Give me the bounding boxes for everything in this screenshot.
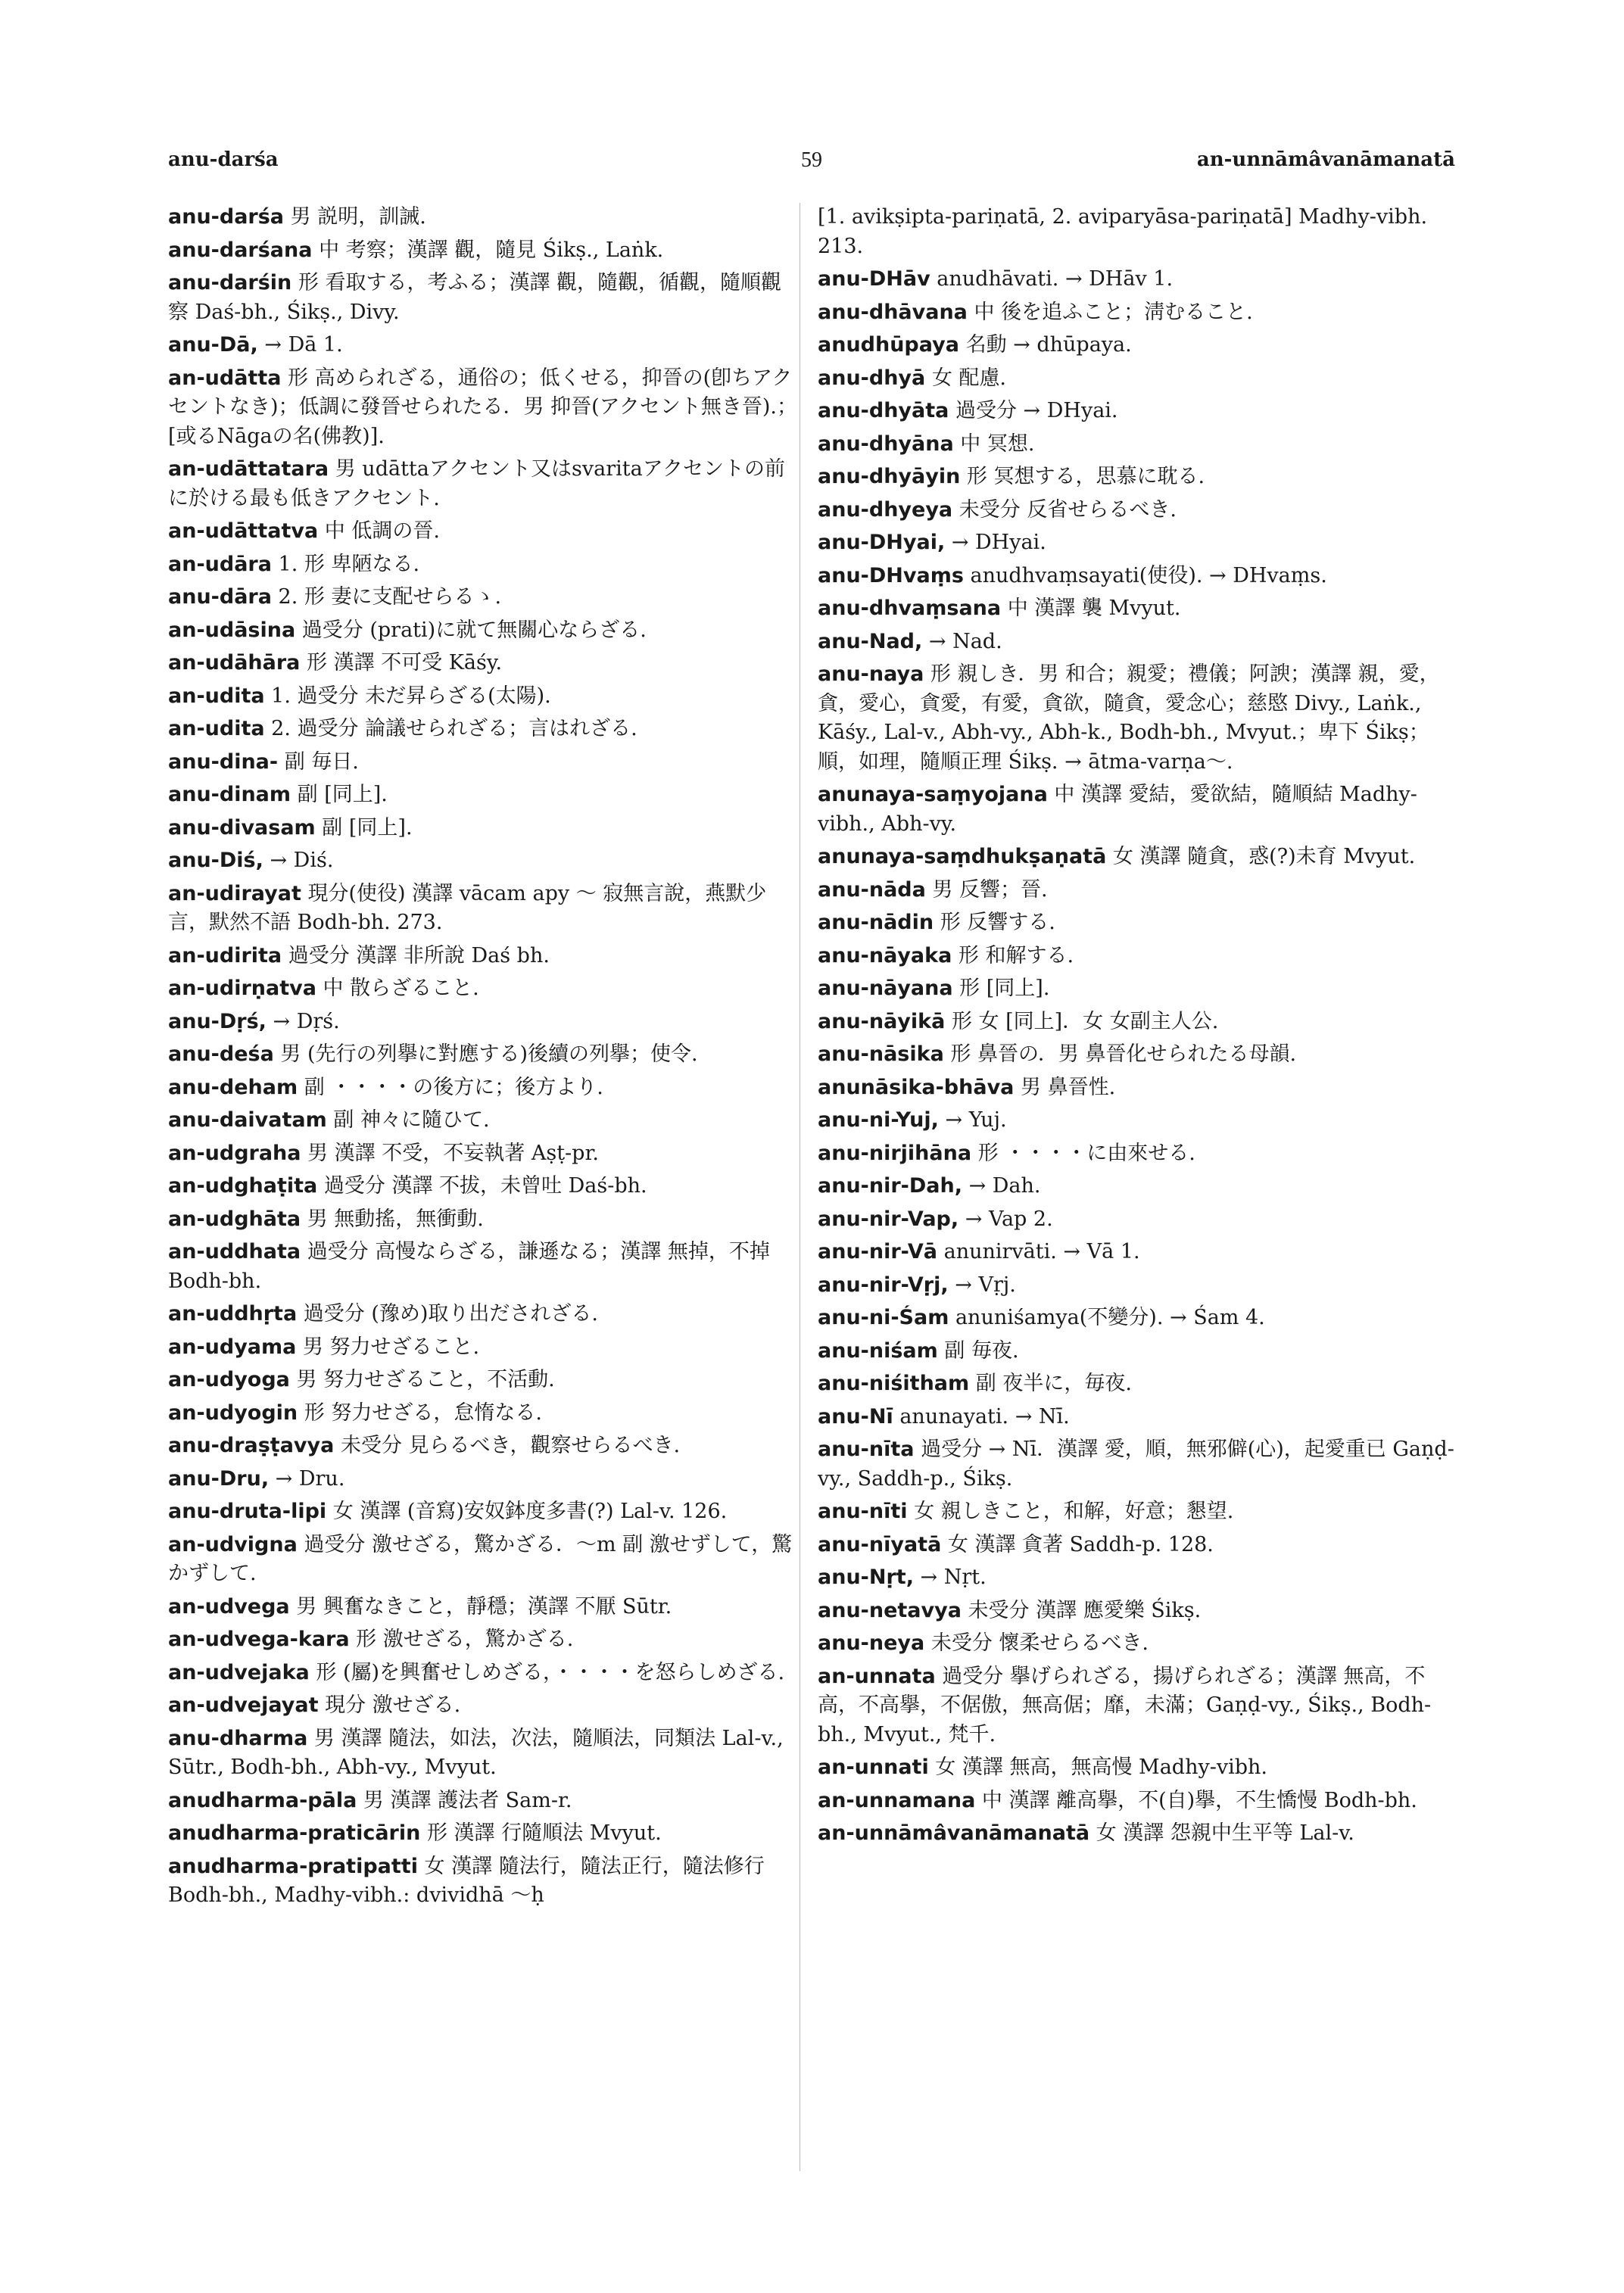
definition: 男 努力せざること，不活動. <box>296 1368 555 1391</box>
headword: an-unnamana <box>818 1788 976 1812</box>
headword: anu-neya <box>818 1631 925 1655</box>
definition: 男 反響；晉. <box>932 877 1048 902</box>
dictionary-entry <box>168 1073 798 1103</box>
headword: anu-nirjihāna <box>818 1141 972 1165</box>
dictionary-entry <box>168 1399 798 1428</box>
definition: 形 女 [同上]．女 女副主人公. <box>951 1009 1219 1033</box>
definition: 1. 過受分 未だ昇らざる(太陽). <box>271 684 551 708</box>
definition: 過受分 → Nī．漢譯 愛，順，無邪僻(心)，起愛重已 Gaṇḍ-vy., Saddh-p., Śikṣ. <box>818 1438 1454 1491</box>
definition: 女 漢譯 貪著 Saddh-p. 128. <box>947 1532 1214 1556</box>
dictionary-entry <box>818 1205 1455 1235</box>
dictionary-entry <box>168 236 798 266</box>
dictionary-entry <box>168 1333 798 1363</box>
definition: [1. avikṣipta-pariṇatā, 2. aviparyāsa-pariṇatā] Madhy-vibh. 213. <box>818 205 1428 258</box>
dictionary-entry <box>168 682 798 712</box>
definition: 形 鼻晉の．男 鼻晉化せられたる母韻. <box>950 1042 1297 1066</box>
headword: anu-dhyāta <box>818 399 949 422</box>
dictionary-entry <box>818 1139 1455 1169</box>
definition: 中 漢譯 襲 Mvyut. <box>1007 597 1181 620</box>
definition: 副 神々に隨ひて. <box>333 1108 490 1132</box>
headword: anu-nāda <box>818 877 926 902</box>
definition: → Dā 1. <box>264 333 343 357</box>
definition: → Nad. <box>928 629 1002 653</box>
headword: an-udita <box>168 684 265 708</box>
headword: an-udita <box>168 717 265 740</box>
definition: 女 配慮. <box>931 366 1007 390</box>
headword: anu-nir-Vap, <box>818 1207 959 1231</box>
dictionary-entry <box>168 517 798 547</box>
headword: an-udirṇatva <box>168 977 316 1000</box>
dictionary-entry <box>168 364 798 452</box>
dictionary-entry <box>168 1852 798 1911</box>
definition: → Vṛj. <box>955 1273 1016 1297</box>
dictionary-entry <box>818 1435 1455 1494</box>
definition: 未受分 見らるべき，觀察せらるべき. <box>340 1434 681 1457</box>
definition: 形 冥想する，思慕に耽る. <box>966 465 1205 488</box>
headword: an-udvega <box>168 1594 290 1618</box>
definition: anudhāvati. → DHāv 1. <box>937 267 1174 291</box>
definition: 過受分 (豫め)取り出だされざる. <box>303 1302 599 1326</box>
dictionary-entry <box>818 1304 1455 1333</box>
headword: an-udāttatara <box>168 457 329 481</box>
dictionary-entry <box>168 550 798 580</box>
definition: 未受分 漢譯 應愛樂 Śikṣ. <box>968 1598 1202 1622</box>
headword: an-udātta <box>168 366 282 390</box>
left-column <box>168 203 798 1914</box>
dictionary-entry <box>168 1497 798 1527</box>
headword: anu-daivatam <box>168 1108 327 1132</box>
headword: an-udāttatva <box>168 519 319 543</box>
dictionary-entry <box>168 942 798 971</box>
headword: an-uddhata <box>168 1240 301 1263</box>
header-right-guideword: an-unnāmâvanāmanatā <box>1196 148 1455 171</box>
dictionary-entry <box>168 748 798 777</box>
headword: anu-dina- <box>168 749 279 774</box>
dictionary-entry <box>168 1106 798 1136</box>
headword: anu-naya <box>818 662 924 686</box>
dictionary-entry <box>818 1040 1455 1070</box>
headword: an-udyoga <box>168 1368 290 1391</box>
headword: an-unnata <box>818 1664 936 1688</box>
headword: anu-darśana <box>168 238 313 262</box>
definition: 現分 激せざる. <box>325 1693 461 1717</box>
dictionary-entry <box>168 583 798 612</box>
headword: an-udghāta <box>168 1207 301 1231</box>
dictionary-entry <box>168 1625 798 1655</box>
dictionary-entry <box>168 616 798 646</box>
dictionary-entry <box>818 1753 1455 1783</box>
definition: 形 (屬)を興奮せしめざる，・・・・を怒らしめざる. <box>316 1660 785 1684</box>
definition: 女 親しきこと，和解，好意；懇望. <box>914 1500 1234 1523</box>
headword: anu-DHāv <box>818 267 930 291</box>
headword: an-udvejaka <box>168 1660 310 1684</box>
definition: 副 ・・・・の後方に；後方より. <box>304 1075 603 1099</box>
dictionary-entry <box>168 455 798 513</box>
headword: anu-Diś, <box>168 849 263 872</box>
definition: 男 漢譯 隨法，如法，次法，隨順法，同類法 Lal-v., Sūtr., Bodh-bh., Abh-vy., Mvyut. <box>168 1726 784 1779</box>
headword: an-udāra <box>168 552 272 576</box>
headword: anu-nir-Vā <box>818 1240 938 1263</box>
definition: 形 [同上]. <box>959 977 1050 1000</box>
definition: 副 毎日. <box>284 749 359 774</box>
definition: 形 看取する，考ふる；漢譯 觀，隨觀，循觀，隨順觀察 Daś-bh., Śikṣ., Divy. <box>168 271 782 324</box>
dictionary-entry <box>168 1691 798 1721</box>
headword: an-unnāmâvanāmanatā <box>818 1821 1090 1845</box>
dictionary-entry <box>168 331 798 360</box>
headword: anu-DHvaṃs <box>818 563 964 587</box>
definition: 中 考察；漢譯 觀，隨見 Śikṣ., Laṅk. <box>319 238 664 262</box>
definition: 形 努力せざる，怠惰なる. <box>304 1400 542 1425</box>
dictionary-entry <box>168 1659 798 1688</box>
headword: an-uddhṛta <box>168 1302 298 1326</box>
dictionary-entry <box>818 1662 1455 1750</box>
dictionary-entry <box>818 1172 1455 1201</box>
headword: anu-dhyāna <box>818 431 954 456</box>
definition: 中 漢譯 愛結，愛欲結，隨順結 Madhy-vibh., Abh-vy. <box>818 783 1417 836</box>
definition: 形 漢譯 不可受 Kāśy. <box>307 651 503 675</box>
dictionary-entry <box>818 265 1455 294</box>
headword: anu-Nī <box>818 1404 893 1428</box>
dictionary-entry <box>818 974 1455 1004</box>
dictionary-entry <box>818 397 1455 426</box>
headword: anu-Dṛś, <box>168 1009 267 1033</box>
dictionary-entry <box>818 1369 1455 1399</box>
dictionary-entry <box>168 269 798 327</box>
headword: anunaya-saṃyojana <box>818 783 1048 806</box>
dictionary-entry <box>168 1172 798 1201</box>
headword: an-udghaṭita <box>168 1174 318 1198</box>
dictionary-entry <box>818 1008 1455 1037</box>
definition: → Vap 2. <box>965 1207 1053 1231</box>
dictionary-entry <box>818 1531 1455 1560</box>
definition: → Dru. <box>275 1466 345 1491</box>
running-head <box>168 148 1455 179</box>
dictionary-entry <box>168 1238 798 1296</box>
dictionary-entry <box>168 1300 798 1329</box>
dictionary-entry <box>168 1432 798 1461</box>
definition: → Dah. <box>968 1174 1041 1198</box>
dictionary-entry <box>168 1819 798 1849</box>
definition: 形 高められざる，通俗の；低くせる，抑晉の(卽ちアクセントなき)；低調に發晉せられたる．男 抑晉(アクセント無き晉).；[或るNāgaの名(佛教)]. <box>168 366 797 448</box>
definition: 形 反響する. <box>940 911 1055 934</box>
dictionary-entry <box>818 876 1455 905</box>
dictionary-entry <box>818 364 1455 394</box>
headword: anu-darśin <box>168 271 292 294</box>
dictionary-entry <box>818 1106 1455 1136</box>
definition: 1. 形 卑陋なる. <box>278 552 420 576</box>
definition: anuniśamya(不變分). → Śam 4. <box>955 1306 1265 1329</box>
dictionary-entry <box>168 846 798 876</box>
dictionary-entry <box>168 1465 798 1494</box>
dictionary-entry <box>168 780 798 810</box>
headword: anu-Nṛt, <box>818 1566 914 1589</box>
dictionary-entry <box>818 660 1455 777</box>
dictionary-entry <box>818 942 1455 971</box>
headword: an-udvigna <box>168 1532 298 1556</box>
headword: anu-ni-Yuj, <box>818 1108 939 1132</box>
headword: anu-draṣṭavya <box>168 1434 335 1457</box>
definition: 2. 形 妻に支配せらるゝ. <box>278 585 502 609</box>
dictionary-entry <box>818 594 1455 624</box>
dictionary-entry <box>168 1008 798 1037</box>
definition: 過受分 → DHyai. <box>955 399 1118 422</box>
dictionary-entry <box>818 331 1455 360</box>
dictionary-entry <box>168 1787 798 1816</box>
definition: 副 夜半に，毎夜. <box>975 1372 1132 1395</box>
definition: 女 漢譯 隨法行，隨法正行，隨法修行 Bodh-bh., Madhy-vibh.: dvividhā ～ḥ <box>168 1854 765 1907</box>
definition: 男 漢譯 護法者 Sam-r. <box>363 1788 572 1812</box>
definition: anunayati. → Nī. <box>899 1404 1070 1428</box>
dictionary-entry <box>818 1238 1455 1267</box>
dictionary-entry <box>168 203 798 232</box>
definition: 名動 → dhūpaya. <box>965 333 1132 357</box>
header-left-guideword: anu-darśa <box>168 148 279 171</box>
definition: 男 漢譯 不受，不妄執著 Aṣṭ-pr. <box>307 1141 599 1165</box>
definition: 副 [同上]. <box>322 815 413 840</box>
headword: anu-niśitham <box>818 1372 970 1395</box>
definition: 形 激せざる，驚かざる. <box>356 1628 574 1651</box>
definition: 過受分 (prati)に就て無關心ならざる. <box>301 618 647 642</box>
headword: an-udgraha <box>168 1141 301 1165</box>
headword: anu-deham <box>168 1075 298 1099</box>
dictionary-entry <box>168 1531 798 1589</box>
headword: anu-Dā, <box>168 333 258 357</box>
definition: 中 冥想. <box>960 431 1035 456</box>
headword: anu-Nad, <box>818 629 923 653</box>
right-column <box>818 203 1455 1852</box>
dictionary-entry <box>818 908 1455 938</box>
dictionary-entry <box>168 1205 798 1235</box>
definition: anunirvāti. → Vā 1. <box>943 1240 1140 1263</box>
headword: anu-dhvaṃsana <box>818 597 1002 620</box>
headword: anu-nīti <box>818 1500 908 1523</box>
dictionary-entry <box>818 203 1455 261</box>
page-number: 59 <box>801 148 822 172</box>
headword: anudharma-pratipatti <box>168 1854 418 1878</box>
headword: an-udāhāra <box>168 651 301 675</box>
dictionary-entry <box>168 1040 798 1070</box>
headword: anu-niśam <box>818 1338 938 1363</box>
definition: → DHyai. <box>951 531 1046 554</box>
headword: anu-nir-Vṛj, <box>818 1273 949 1297</box>
headword: anunāsika-bhāva <box>818 1075 1015 1099</box>
definition: 中 低調の晉. <box>324 519 440 543</box>
definition: 過受分 漢譯 非所說 Daś bh. <box>288 943 550 967</box>
definition: 男 努力せざること. <box>302 1335 480 1359</box>
definition: 女 漢譯 隨貪，惑(?)未育 Mvyut. <box>1112 845 1416 868</box>
dictionary-entry <box>818 1073 1455 1103</box>
dictionary-entry <box>168 880 798 938</box>
definition: 形 和解する. <box>958 943 1074 967</box>
definition: 男 udāttaアクセント又はsvaritaアクセントの前に於ける最も低きアクセント. <box>168 457 785 510</box>
headword: anu-deśa <box>168 1042 274 1066</box>
definition: 中 漢譯 離高擧，不(自)擧，不生憍慢 Bodh-bh. <box>981 1788 1417 1812</box>
headword: anu-dhāvana <box>818 300 968 324</box>
headword: anu-netavya <box>818 1598 962 1622</box>
dictionary-entry <box>818 463 1455 492</box>
definition: 男 興奮なきこと，靜穩；漢譯 不厭 Sūtr. <box>296 1594 672 1618</box>
headword: an-udyogin <box>168 1400 298 1425</box>
headword: anu-divasam <box>168 815 316 840</box>
dictionary-entry <box>818 1597 1455 1626</box>
dictionary-entry <box>818 298 1455 328</box>
dictionary-entry <box>818 1337 1455 1366</box>
definition: 2. 過受分 論議せられざる；言はれざる. <box>271 717 637 740</box>
definition: 形 親しき．男 和合；親愛；禮儀；阿諛；漢譯 親，愛，貪，愛心，貪愛，有愛，貪欲，隨貪，愛念心；慈愍 Divy., Laṅk., Kāśy., Lal-v., Abh-vy., Abh-k., Bodh-bh., Mvyut.；卑下 Śikṣ；順，如理，隨順正理 Śikṣ. → ātma-varṇa～. <box>818 662 1440 774</box>
headword: anu-dāra <box>168 585 272 609</box>
headword: anu-nir-Dah, <box>818 1174 962 1198</box>
headword: anu-nādin <box>818 911 934 934</box>
dictionary-entry <box>818 430 1455 460</box>
headword: an-unnati <box>818 1756 929 1779</box>
headword: anu-nāyaka <box>818 943 952 967</box>
headword: anu-Dru, <box>168 1466 270 1491</box>
headword: anu-nāsika <box>818 1042 944 1066</box>
headword: an-udyama <box>168 1335 297 1359</box>
definition: 男 無動搖，無衝動. <box>307 1207 484 1231</box>
dictionary-entry <box>168 814 798 843</box>
dictionary-entry <box>818 628 1455 657</box>
headword: anu-nīyatā <box>818 1532 942 1556</box>
dictionary-entry <box>818 528 1455 558</box>
dictionary-entry <box>168 1593 798 1622</box>
headword: anunaya-saṃdhukṣaṇatā <box>818 845 1107 868</box>
headword: anu-nāyana <box>818 977 953 1000</box>
definition: 現分(使役) 漢譯 vācam apy ～ 寂無言說，燕默少言，默然不語 Bodh-bh. 273. <box>168 881 767 934</box>
headword: anudharma-pāla <box>168 1788 357 1812</box>
dictionary-entry <box>168 1139 798 1169</box>
definition: 男 説明，訓誡. <box>290 205 426 229</box>
dictionary-entry <box>818 496 1455 525</box>
dictionary-entry <box>818 1497 1455 1527</box>
definition: 形 漢譯 行隨順法 Mvyut. <box>426 1821 662 1845</box>
headword: an-udirita <box>168 943 282 967</box>
dictionary-entry <box>818 1787 1455 1816</box>
dictionary-entry <box>818 1629 1455 1659</box>
dictionary-entry <box>818 1403 1455 1432</box>
definition: 過受分 激せざる，驚かざる．～m 副 激せずして，驚かずして. <box>168 1532 793 1585</box>
headword: anu-dhyā <box>818 366 926 390</box>
dictionary-entry <box>168 974 798 1004</box>
dictionary-entry <box>818 1819 1455 1849</box>
headword: anu-dhyāyin <box>818 465 961 488</box>
definition: 副 毎夜. <box>944 1338 1019 1363</box>
headword: anu-dinam <box>168 783 291 806</box>
headword: anu-druta-lipi <box>168 1500 327 1523</box>
dictionary-entry <box>818 780 1455 839</box>
dictionary-entry <box>168 1724 798 1783</box>
definition: 男 鼻晉性. <box>1021 1075 1116 1099</box>
definition: 未受分 懷柔せらるべき. <box>930 1631 1149 1655</box>
headword: anu-ni-Śam <box>818 1306 949 1329</box>
definition: → Diś. <box>270 849 334 872</box>
headword: anudhūpaya <box>818 333 959 357</box>
definition: 中 散らざること. <box>323 977 479 1000</box>
headword: anu-nīta <box>818 1438 915 1461</box>
definition: 過受分 漢譯 不拔，未曾吐 Daś-bh. <box>323 1174 647 1198</box>
headword: an-udvejayat <box>168 1693 319 1717</box>
definition: 女 漢譯 怨親中生平等 Lal-v. <box>1096 1821 1354 1845</box>
dictionary-entry <box>168 1366 798 1395</box>
definition: anudhvaṃsayati(使役). → DHvaṃs. <box>970 563 1327 587</box>
definition: 過受分 擧げられざる，揚げられざる；漢譯 無高，不高，不高擧，不倨傲，無高倨；靡，未滿；Gaṇḍ-vy., Śikṣ., Bodh-bh., Mvyut., 梵千. <box>818 1664 1432 1746</box>
headword: anu-DHyai, <box>818 531 946 554</box>
headword: anu-nāyikā <box>818 1009 946 1033</box>
definition: 過受分 高慢ならざる，謙遜なる；漢譯 無掉，不掉 Bodh-bh. <box>168 1240 770 1293</box>
dictionary-entry <box>818 1563 1455 1593</box>
definition: → Yuj. <box>945 1108 1007 1132</box>
definition: 女 漢譯 無高，無高慢 Madhy-vibh. <box>935 1756 1267 1779</box>
definition: 女 漢譯 (音寫)安奴鉢度多書(?) Lal-v. 126. <box>332 1500 728 1523</box>
definition: 未受分 反省せらるべき. <box>959 497 1177 522</box>
dictionary-entry <box>818 562 1455 591</box>
headword: an-udirayat <box>168 881 301 905</box>
dictionary-entry <box>818 843 1455 872</box>
dictionary-entry <box>818 1271 1455 1301</box>
dictionary-entry <box>168 715 798 744</box>
headword: anu-dhyeya <box>818 497 953 522</box>
definition: → Nṛt. <box>920 1566 987 1589</box>
definition: 形 ・・・・に由來せる. <box>977 1141 1195 1165</box>
headword: anu-darśa <box>168 205 285 229</box>
dictionary-entry <box>168 649 798 678</box>
definition: 副 [同上]. <box>297 783 388 806</box>
headword: anu-dharma <box>168 1726 308 1750</box>
headword: an-udāsina <box>168 618 296 642</box>
headword: anudharma-praticārin <box>168 1821 421 1845</box>
headword: an-udvega-kara <box>168 1628 350 1651</box>
definition: 男 (先行の列擧に對應する)後續の列擧；使令. <box>280 1042 698 1066</box>
definition: → Dṛś. <box>273 1009 340 1033</box>
definition: 中 後を追ふこと；淸むること. <box>974 300 1253 324</box>
